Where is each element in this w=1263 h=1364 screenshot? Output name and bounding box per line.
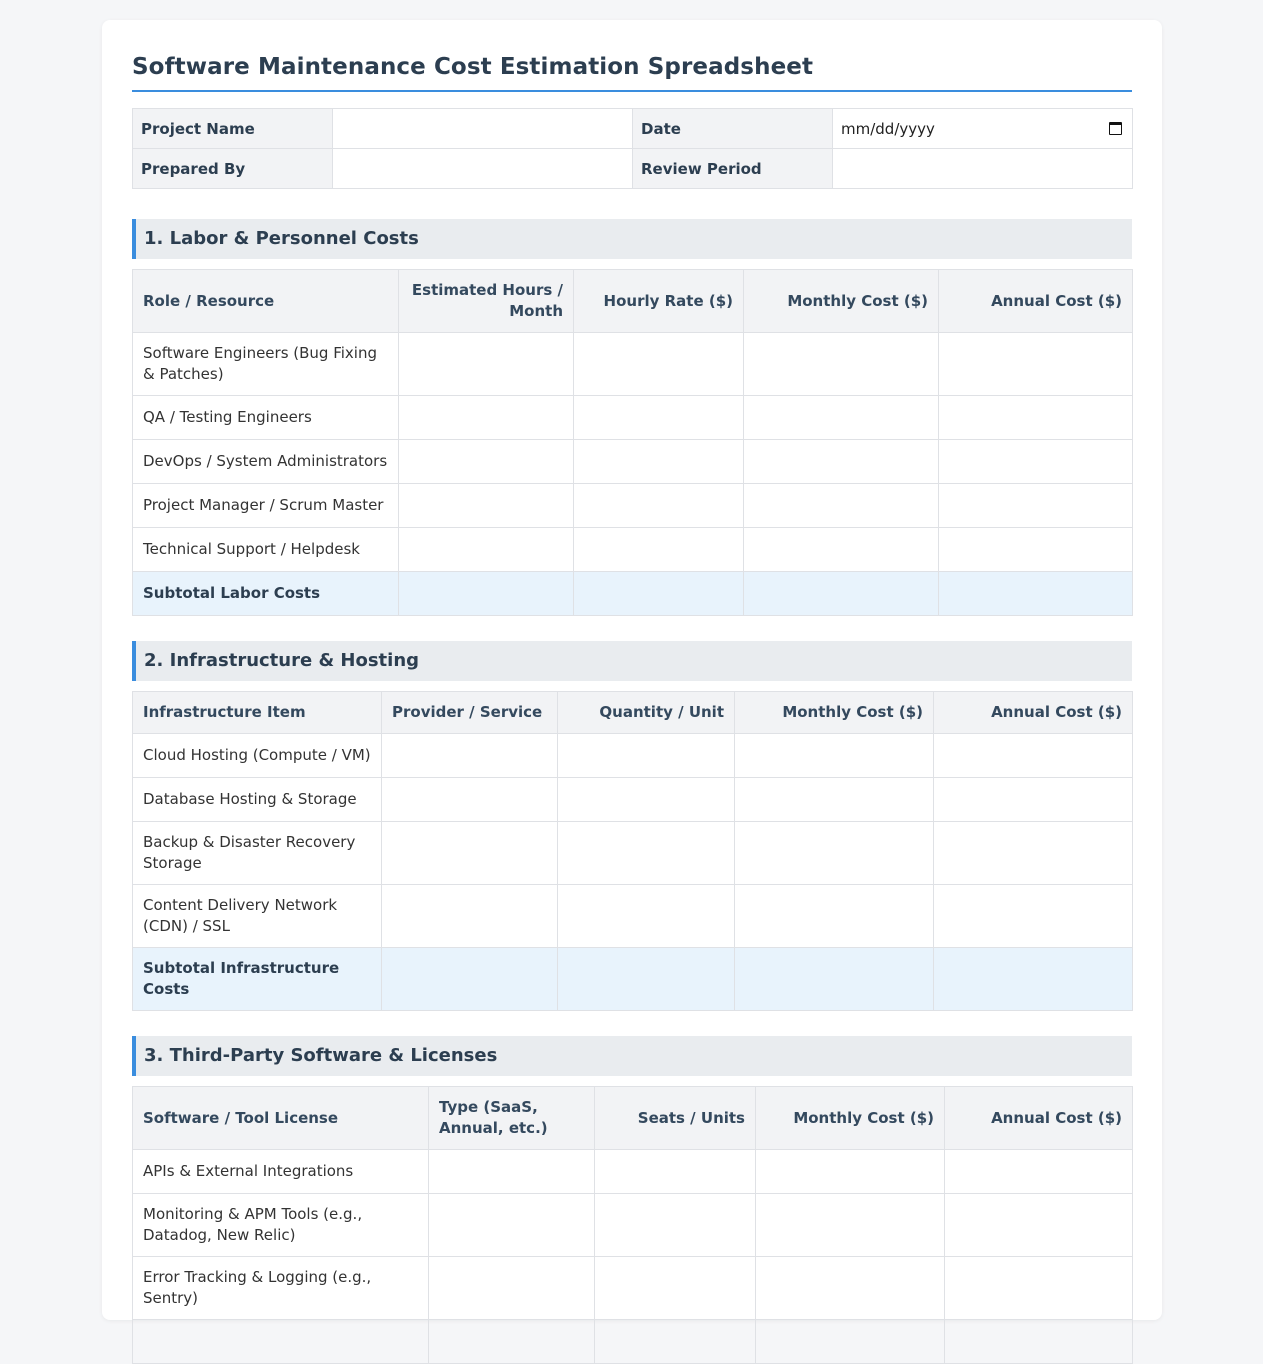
prepared-by-field[interactable] bbox=[333, 149, 633, 189]
column-header: Annual Cost ($) bbox=[934, 692, 1133, 734]
column-header: Software / Tool License bbox=[133, 1087, 429, 1150]
date-placeholder: mm/dd/yyyy bbox=[841, 119, 935, 138]
row-label: Content Delivery Network (CDN) / SSL bbox=[133, 885, 382, 948]
section-2-header: 2. Infrastructure & Hosting bbox=[132, 641, 1132, 681]
column-header: Annual Cost ($) bbox=[939, 270, 1133, 333]
row-label: Project Manager / Scrum Master bbox=[133, 484, 399, 528]
table-row bbox=[133, 1257, 1133, 1320]
cell-input[interactable] bbox=[558, 822, 735, 885]
cell-input[interactable] bbox=[756, 1257, 945, 1320]
cell-input[interactable] bbox=[934, 885, 1133, 948]
cell-input[interactable] bbox=[939, 333, 1133, 396]
cell-input[interactable] bbox=[735, 885, 934, 948]
row-label: Error Tracking & Logging (e.g., Sentry) bbox=[133, 1257, 429, 1320]
column-header: Monthly Cost ($) bbox=[735, 692, 934, 734]
cell-input[interactable] bbox=[735, 734, 934, 778]
subtotal-row bbox=[133, 948, 1133, 1011]
subtotal-label: Subtotal Labor Costs bbox=[133, 572, 399, 616]
cell-input[interactable] bbox=[934, 822, 1133, 885]
cell-input[interactable] bbox=[939, 484, 1133, 528]
cell-input[interactable] bbox=[574, 484, 744, 528]
cell-input[interactable] bbox=[945, 1194, 1133, 1257]
cell-input[interactable] bbox=[429, 1194, 595, 1257]
cell-input[interactable] bbox=[574, 396, 744, 440]
subtotal-cell bbox=[558, 948, 735, 1011]
spreadsheet-card bbox=[102, 20, 1162, 1320]
cell-input[interactable] bbox=[945, 1257, 1133, 1320]
table-row bbox=[133, 1194, 1133, 1257]
cell-input[interactable] bbox=[756, 1150, 945, 1194]
cell-input[interactable] bbox=[595, 1194, 756, 1257]
subtotal-label: Subtotal Infrastructure Costs bbox=[133, 948, 382, 1011]
column-header: Seats / Units bbox=[595, 1087, 756, 1150]
cell-input[interactable] bbox=[429, 1257, 595, 1320]
cell-input[interactable] bbox=[399, 333, 574, 396]
cell-input[interactable] bbox=[399, 396, 574, 440]
cell-input[interactable] bbox=[939, 528, 1133, 572]
subtotal-cell bbox=[574, 572, 744, 616]
column-header: Monthly Cost ($) bbox=[744, 270, 939, 333]
cell-input[interactable] bbox=[399, 484, 574, 528]
cell-input[interactable] bbox=[735, 822, 934, 885]
table-row bbox=[133, 484, 1133, 528]
cell-input[interactable] bbox=[945, 1320, 1133, 1364]
table-row bbox=[133, 822, 1133, 885]
page-title: Software Maintenance Cost Estimation Spreadsheet bbox=[132, 54, 1132, 92]
licenses-costs-table bbox=[132, 1086, 1133, 1364]
table-row bbox=[133, 885, 1133, 948]
table-row bbox=[133, 778, 1133, 822]
column-header: Type (SaaS, Annual, etc.) bbox=[429, 1087, 595, 1150]
table-row bbox=[133, 440, 1133, 484]
review-period-label: Review Period bbox=[633, 149, 833, 189]
infrastructure-costs-table bbox=[132, 691, 1133, 1011]
row-label: APIs & External Integrations bbox=[133, 1150, 429, 1194]
cell-input[interactable] bbox=[744, 440, 939, 484]
row-label: Software Engineers (Bug Fixing & Patches) bbox=[133, 333, 399, 396]
cell-input[interactable] bbox=[382, 822, 558, 885]
column-header: Infrastructure Item bbox=[133, 692, 382, 734]
cell-input[interactable] bbox=[744, 396, 939, 440]
calendar-icon[interactable] bbox=[1109, 122, 1122, 135]
labor-costs-table bbox=[132, 269, 1133, 616]
subtotal-cell bbox=[382, 948, 558, 1011]
row-label: Backup & Disaster Recovery Storage bbox=[133, 822, 382, 885]
row-label: DevOps / System Administrators bbox=[133, 440, 399, 484]
subtotal-cell bbox=[399, 572, 574, 616]
project-name-label: Project Name bbox=[133, 109, 333, 149]
cell-input[interactable] bbox=[429, 1150, 595, 1194]
column-header: Annual Cost ($) bbox=[945, 1087, 1133, 1150]
column-header: Role / Resource bbox=[133, 270, 399, 333]
section-1-header: 1. Labor & Personnel Costs bbox=[132, 219, 1132, 259]
cell-input[interactable] bbox=[735, 778, 934, 822]
cell-input[interactable] bbox=[558, 885, 735, 948]
table-row bbox=[133, 333, 1133, 396]
cell-input[interactable] bbox=[558, 734, 735, 778]
cell-input[interactable] bbox=[574, 440, 744, 484]
cell-input[interactable] bbox=[744, 484, 939, 528]
cell-input[interactable] bbox=[399, 440, 574, 484]
date-field[interactable] bbox=[833, 109, 1133, 149]
cell-input[interactable] bbox=[595, 1150, 756, 1194]
cell-input[interactable] bbox=[756, 1320, 945, 1364]
row-label: Database Hosting & Storage bbox=[133, 778, 382, 822]
table-row bbox=[133, 1150, 1133, 1194]
table-row bbox=[133, 396, 1133, 440]
cell-input[interactable] bbox=[756, 1194, 945, 1257]
cell-input[interactable] bbox=[429, 1320, 595, 1364]
table-row bbox=[133, 734, 1133, 778]
cell-input[interactable] bbox=[744, 333, 939, 396]
subtotal-cell bbox=[939, 572, 1133, 616]
row-label: QA / Testing Engineers bbox=[133, 396, 399, 440]
review-period-field[interactable] bbox=[833, 149, 1133, 189]
subtotal-cell bbox=[735, 948, 934, 1011]
cell-input[interactable] bbox=[934, 778, 1133, 822]
section-3-header: 3. Third-Party Software & Licenses bbox=[132, 1036, 1132, 1076]
prepared-by-label: Prepared By bbox=[133, 149, 333, 189]
cell-input[interactable] bbox=[595, 1257, 756, 1320]
row-label: Monitoring & APM Tools (e.g., Datadog, New Relic) bbox=[133, 1194, 429, 1257]
cell-input[interactable] bbox=[382, 778, 558, 822]
column-header: Hourly Rate ($) bbox=[574, 270, 744, 333]
column-header: Provider / Service bbox=[382, 692, 558, 734]
cell-input[interactable] bbox=[939, 396, 1133, 440]
row-label: Technical Support / Helpdesk bbox=[133, 528, 399, 572]
cell-input[interactable] bbox=[744, 528, 939, 572]
row-label: Cloud Hosting (Compute / VM) bbox=[133, 734, 382, 778]
project-info-table bbox=[132, 108, 1133, 189]
cell-input[interactable] bbox=[574, 528, 744, 572]
date-label: Date bbox=[633, 109, 833, 149]
table-row bbox=[133, 528, 1133, 572]
column-header: Monthly Cost ($) bbox=[756, 1087, 945, 1150]
subtotal-cell bbox=[744, 572, 939, 616]
column-header: Quantity / Unit bbox=[558, 692, 735, 734]
column-header: Estimated Hours / Month bbox=[399, 270, 574, 333]
cell-input[interactable] bbox=[382, 885, 558, 948]
cell-input[interactable] bbox=[558, 778, 735, 822]
cell-input[interactable] bbox=[574, 333, 744, 396]
row-label bbox=[133, 1320, 429, 1364]
subtotal-cell bbox=[934, 948, 1133, 1011]
cell-input[interactable] bbox=[595, 1320, 756, 1364]
cell-input[interactable] bbox=[934, 734, 1133, 778]
project-name-field[interactable] bbox=[333, 109, 633, 149]
cell-input[interactable] bbox=[945, 1150, 1133, 1194]
table-row bbox=[133, 1320, 1133, 1364]
cell-input[interactable] bbox=[939, 440, 1133, 484]
subtotal-row bbox=[133, 572, 1133, 616]
cell-input[interactable] bbox=[399, 528, 574, 572]
cell-input[interactable] bbox=[382, 734, 558, 778]
